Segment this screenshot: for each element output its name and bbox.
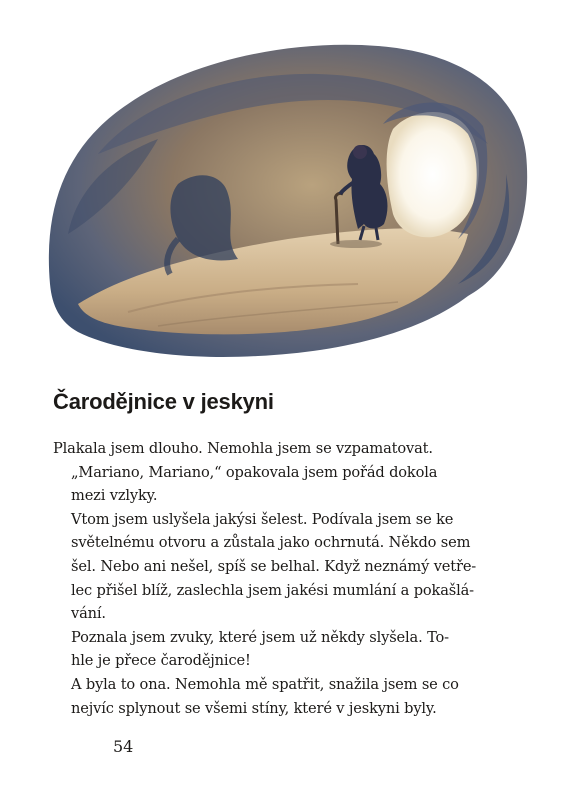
paragraph	[53, 673, 493, 720]
cave-witch-illustration	[38, 34, 533, 374]
chapter-title: Čarodějnice v jeskyni	[53, 389, 274, 414]
text-line: světelnému otvoru a zůstala jako ochrnutá. Někdo sem	[71, 534, 471, 552]
text-line: „Mariano, Mariano,“ opakovala jsem pořád dokola	[71, 463, 438, 481]
text-line: lec přišel blíž, zaslechla jsem jakési mumlání a pokašlá-	[71, 581, 474, 599]
text-line: vání.	[71, 605, 106, 623]
text-line: nejvíc splynout se všemi stíny, které v jeskyni byly.	[71, 699, 437, 717]
text-line: šel. Nebo ani nešel, spíš se belhal. Když neznámý vetře-	[71, 557, 477, 575]
text-line: hle je přece čarodějnice!	[71, 652, 251, 670]
paragraph	[53, 508, 493, 626]
chapter-body	[53, 437, 493, 720]
text-line: Poznala jsem zvuky, které jsem už někdy slyšela. To-	[71, 628, 449, 646]
page-number: 54	[113, 737, 134, 756]
paragraph	[53, 626, 493, 673]
text-line: Plakala jsem dlouho. Nemohla jsem se vzpamatovat.	[53, 440, 433, 457]
paragraph	[53, 461, 493, 508]
text-line: Vtom jsem uslyšela jakýsi šelest. Podívala jsem se ke	[71, 510, 454, 528]
text-line: mezi vzlyky.	[71, 487, 158, 505]
paragraph	[53, 437, 493, 461]
text-line: A byla to ona. Nemohla mě spatřit, snažila jsem se co	[71, 675, 459, 693]
